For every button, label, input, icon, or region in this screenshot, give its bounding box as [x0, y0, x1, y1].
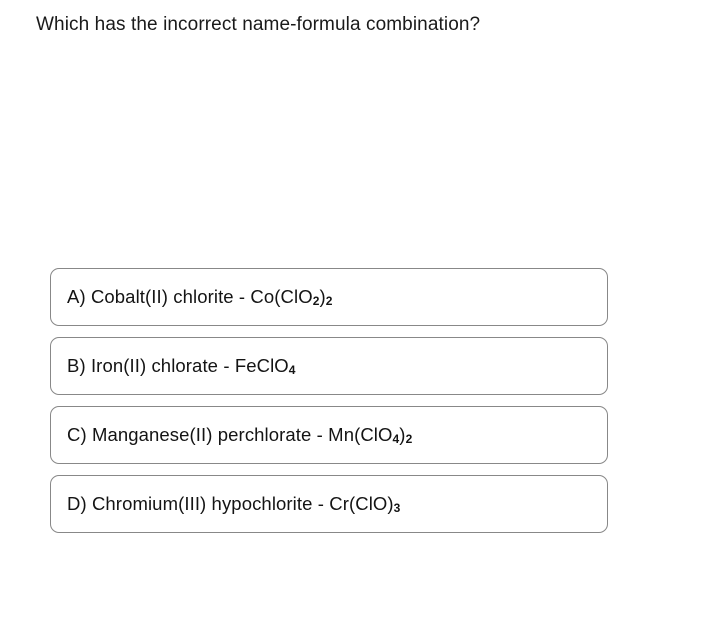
- answer-option-a-subscript-2: 2: [325, 293, 333, 308]
- answer-option-a[interactable]: [50, 268, 608, 326]
- answer-option-a-subscript-1: 2: [312, 293, 320, 308]
- answer-option-a-mid: ): [319, 286, 326, 307]
- answer-option-c-subscript-2: 2: [405, 431, 413, 446]
- answer-option-d-subscript-1: 3: [393, 500, 401, 515]
- answer-option-b-subscript-1: 4: [288, 362, 296, 377]
- answer-option-a-text: A) Cobalt(II) chlorite - Co(ClO: [67, 286, 313, 307]
- answer-option-c-mid: ): [399, 424, 406, 445]
- answer-option-c[interactable]: [50, 406, 608, 464]
- answer-option-d[interactable]: [50, 475, 608, 533]
- answer-option-c-text: C) Manganese(II) perchlorate - Mn(ClO: [67, 424, 393, 445]
- page-title: Which has the incorrect name-formula combination?: [36, 14, 481, 35]
- answer-option-b[interactable]: [50, 337, 608, 395]
- answer-option-b-text: B) Iron(II) chlorate - FeClO: [67, 355, 289, 376]
- answer-options-list: [50, 268, 608, 533]
- answer-option-d-text: D) Chromium(III) hypochlorite - Cr(ClO): [67, 493, 394, 514]
- answer-option-c-subscript-1: 4: [392, 431, 400, 446]
